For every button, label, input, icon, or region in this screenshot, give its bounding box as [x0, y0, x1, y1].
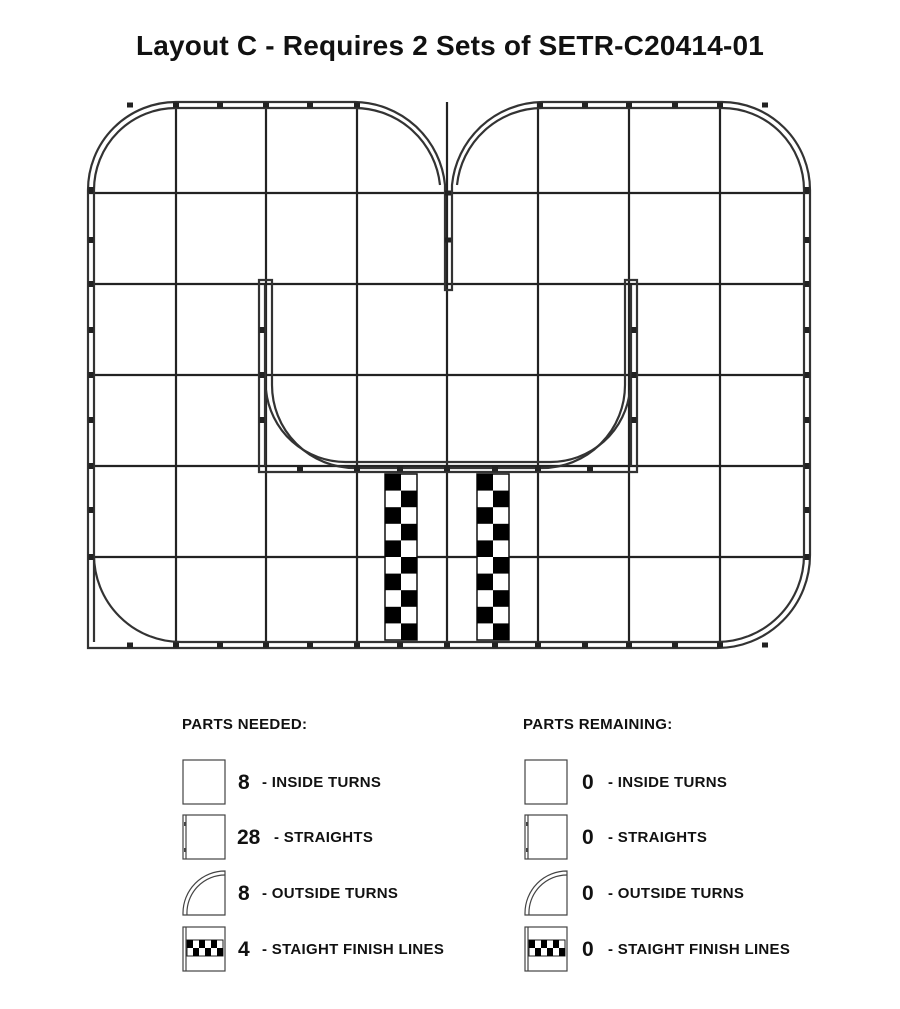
- checker-square: [385, 540, 401, 557]
- connector-stud: [805, 237, 810, 243]
- checker-square: [493, 491, 509, 508]
- part-label: - STAIGHT FINISH LINES: [608, 941, 791, 958]
- connector-stud: [535, 643, 541, 648]
- connector-stud: [582, 103, 588, 108]
- connector-stud: [263, 643, 269, 648]
- connector-stud: [535, 467, 541, 472]
- part-quantity: 0: [582, 938, 594, 961]
- connector-stud: [260, 372, 265, 378]
- connector-stud: [354, 467, 360, 472]
- connector-stud: [89, 417, 94, 423]
- checker-square: [385, 507, 401, 524]
- connector-stud: [672, 643, 678, 648]
- part-label: - OUTSIDE TURNS: [262, 885, 399, 902]
- connector-stud: [297, 467, 303, 472]
- connector-stud: [89, 281, 94, 287]
- connector-stud: [89, 372, 94, 378]
- part-quantity: 28: [237, 826, 261, 849]
- checker-square: [477, 474, 493, 491]
- checker-square: [493, 524, 509, 541]
- connector-stud: [89, 554, 94, 560]
- connector-stud: [632, 417, 637, 423]
- checker-square: [401, 491, 417, 508]
- connector-stud: [444, 643, 450, 648]
- connector-stud: [587, 467, 593, 472]
- parts-remaining-heading: PARTS REMAINING:: [523, 716, 673, 733]
- connector-stud: [537, 103, 543, 108]
- inside-turn-icon: [524, 759, 568, 805]
- outside-turn-icon: [182, 870, 226, 916]
- checker-square: [401, 557, 417, 574]
- checker-square: [401, 623, 417, 640]
- parts-needed-heading: PARTS NEEDED:: [182, 716, 308, 733]
- finish-line-icon: [182, 926, 226, 972]
- connector-stud: [397, 467, 403, 472]
- connector-stud: [89, 327, 94, 333]
- part-label: - INSIDE TURNS: [262, 774, 382, 791]
- part-label: - STAIGHT FINISH LINES: [262, 941, 445, 958]
- connector-stud: [445, 191, 451, 196]
- connector-stud: [354, 103, 360, 108]
- checker-square: [477, 607, 493, 624]
- checker-square: [477, 540, 493, 557]
- checker-square: [493, 623, 509, 640]
- inside-turn-icon: [182, 759, 226, 805]
- part-quantity: 0: [582, 771, 594, 794]
- connector-stud: [127, 103, 133, 108]
- part-label: - INSIDE TURNS: [608, 774, 728, 791]
- connector-stud: [805, 187, 810, 193]
- connector-stud: [89, 237, 94, 243]
- connector-stud: [632, 327, 637, 333]
- checker-square: [493, 557, 509, 574]
- part-quantity: 4: [238, 938, 250, 961]
- part-label: - STRAIGHTS: [274, 829, 374, 846]
- connector-stud: [626, 643, 632, 648]
- connector-stud: [397, 643, 403, 648]
- finish-line-icon: [524, 926, 568, 972]
- connector-stud: [89, 187, 94, 193]
- part-label: - OUTSIDE TURNS: [608, 885, 745, 902]
- connector-stud: [762, 643, 768, 648]
- checker-square: [477, 507, 493, 524]
- straight-icon: [182, 814, 226, 860]
- connector-stud: [805, 372, 810, 378]
- connector-stud: [260, 327, 265, 333]
- page-title: Layout C - Requires 2 Sets of SETR-C20414-01: [135, 30, 765, 61]
- part-quantity: 0: [582, 826, 594, 849]
- connector-stud: [444, 467, 450, 472]
- connector-stud: [263, 103, 269, 108]
- checker-square: [385, 607, 401, 624]
- connector-stud: [632, 372, 637, 378]
- connector-stud: [260, 417, 265, 423]
- part-quantity: 8: [238, 882, 250, 905]
- connector-stud: [672, 103, 678, 108]
- checker-square: [401, 524, 417, 541]
- connector-stud: [805, 281, 810, 287]
- connector-stud: [717, 103, 723, 108]
- connector-stud: [805, 554, 810, 560]
- tile-grid: [88, 102, 810, 648]
- part-quantity: 0: [582, 882, 594, 905]
- connector-stud: [582, 643, 588, 648]
- straight-icon: [524, 814, 568, 860]
- checker-square: [477, 574, 493, 591]
- connector-stud: [89, 463, 94, 469]
- connector-stud: [762, 103, 768, 108]
- connector-stud: [89, 507, 94, 513]
- connector-stud: [173, 643, 179, 648]
- connector-stud: [805, 507, 810, 513]
- connector-stud: [805, 463, 810, 469]
- outside-turn-icon: [524, 870, 568, 916]
- connector-stud: [307, 103, 313, 108]
- connector-stud: [805, 417, 810, 423]
- connector-stud: [307, 643, 313, 648]
- checker-square: [493, 590, 509, 607]
- connector-stud: [217, 643, 223, 648]
- connector-stud: [492, 643, 498, 648]
- connector-stud: [492, 467, 498, 472]
- checker-square: [385, 574, 401, 591]
- checker-square: [401, 590, 417, 607]
- connector-stud: [805, 327, 810, 333]
- connector-stud: [445, 238, 451, 243]
- connector-stud: [217, 103, 223, 108]
- connector-stud: [173, 103, 179, 108]
- part-quantity: 8: [238, 771, 250, 794]
- connector-stud: [626, 103, 632, 108]
- connector-stud: [354, 643, 360, 648]
- part-label: - STRAIGHTS: [608, 829, 708, 846]
- connector-stud: [717, 643, 723, 648]
- connector-stud: [127, 643, 133, 648]
- checker-square: [385, 474, 401, 491]
